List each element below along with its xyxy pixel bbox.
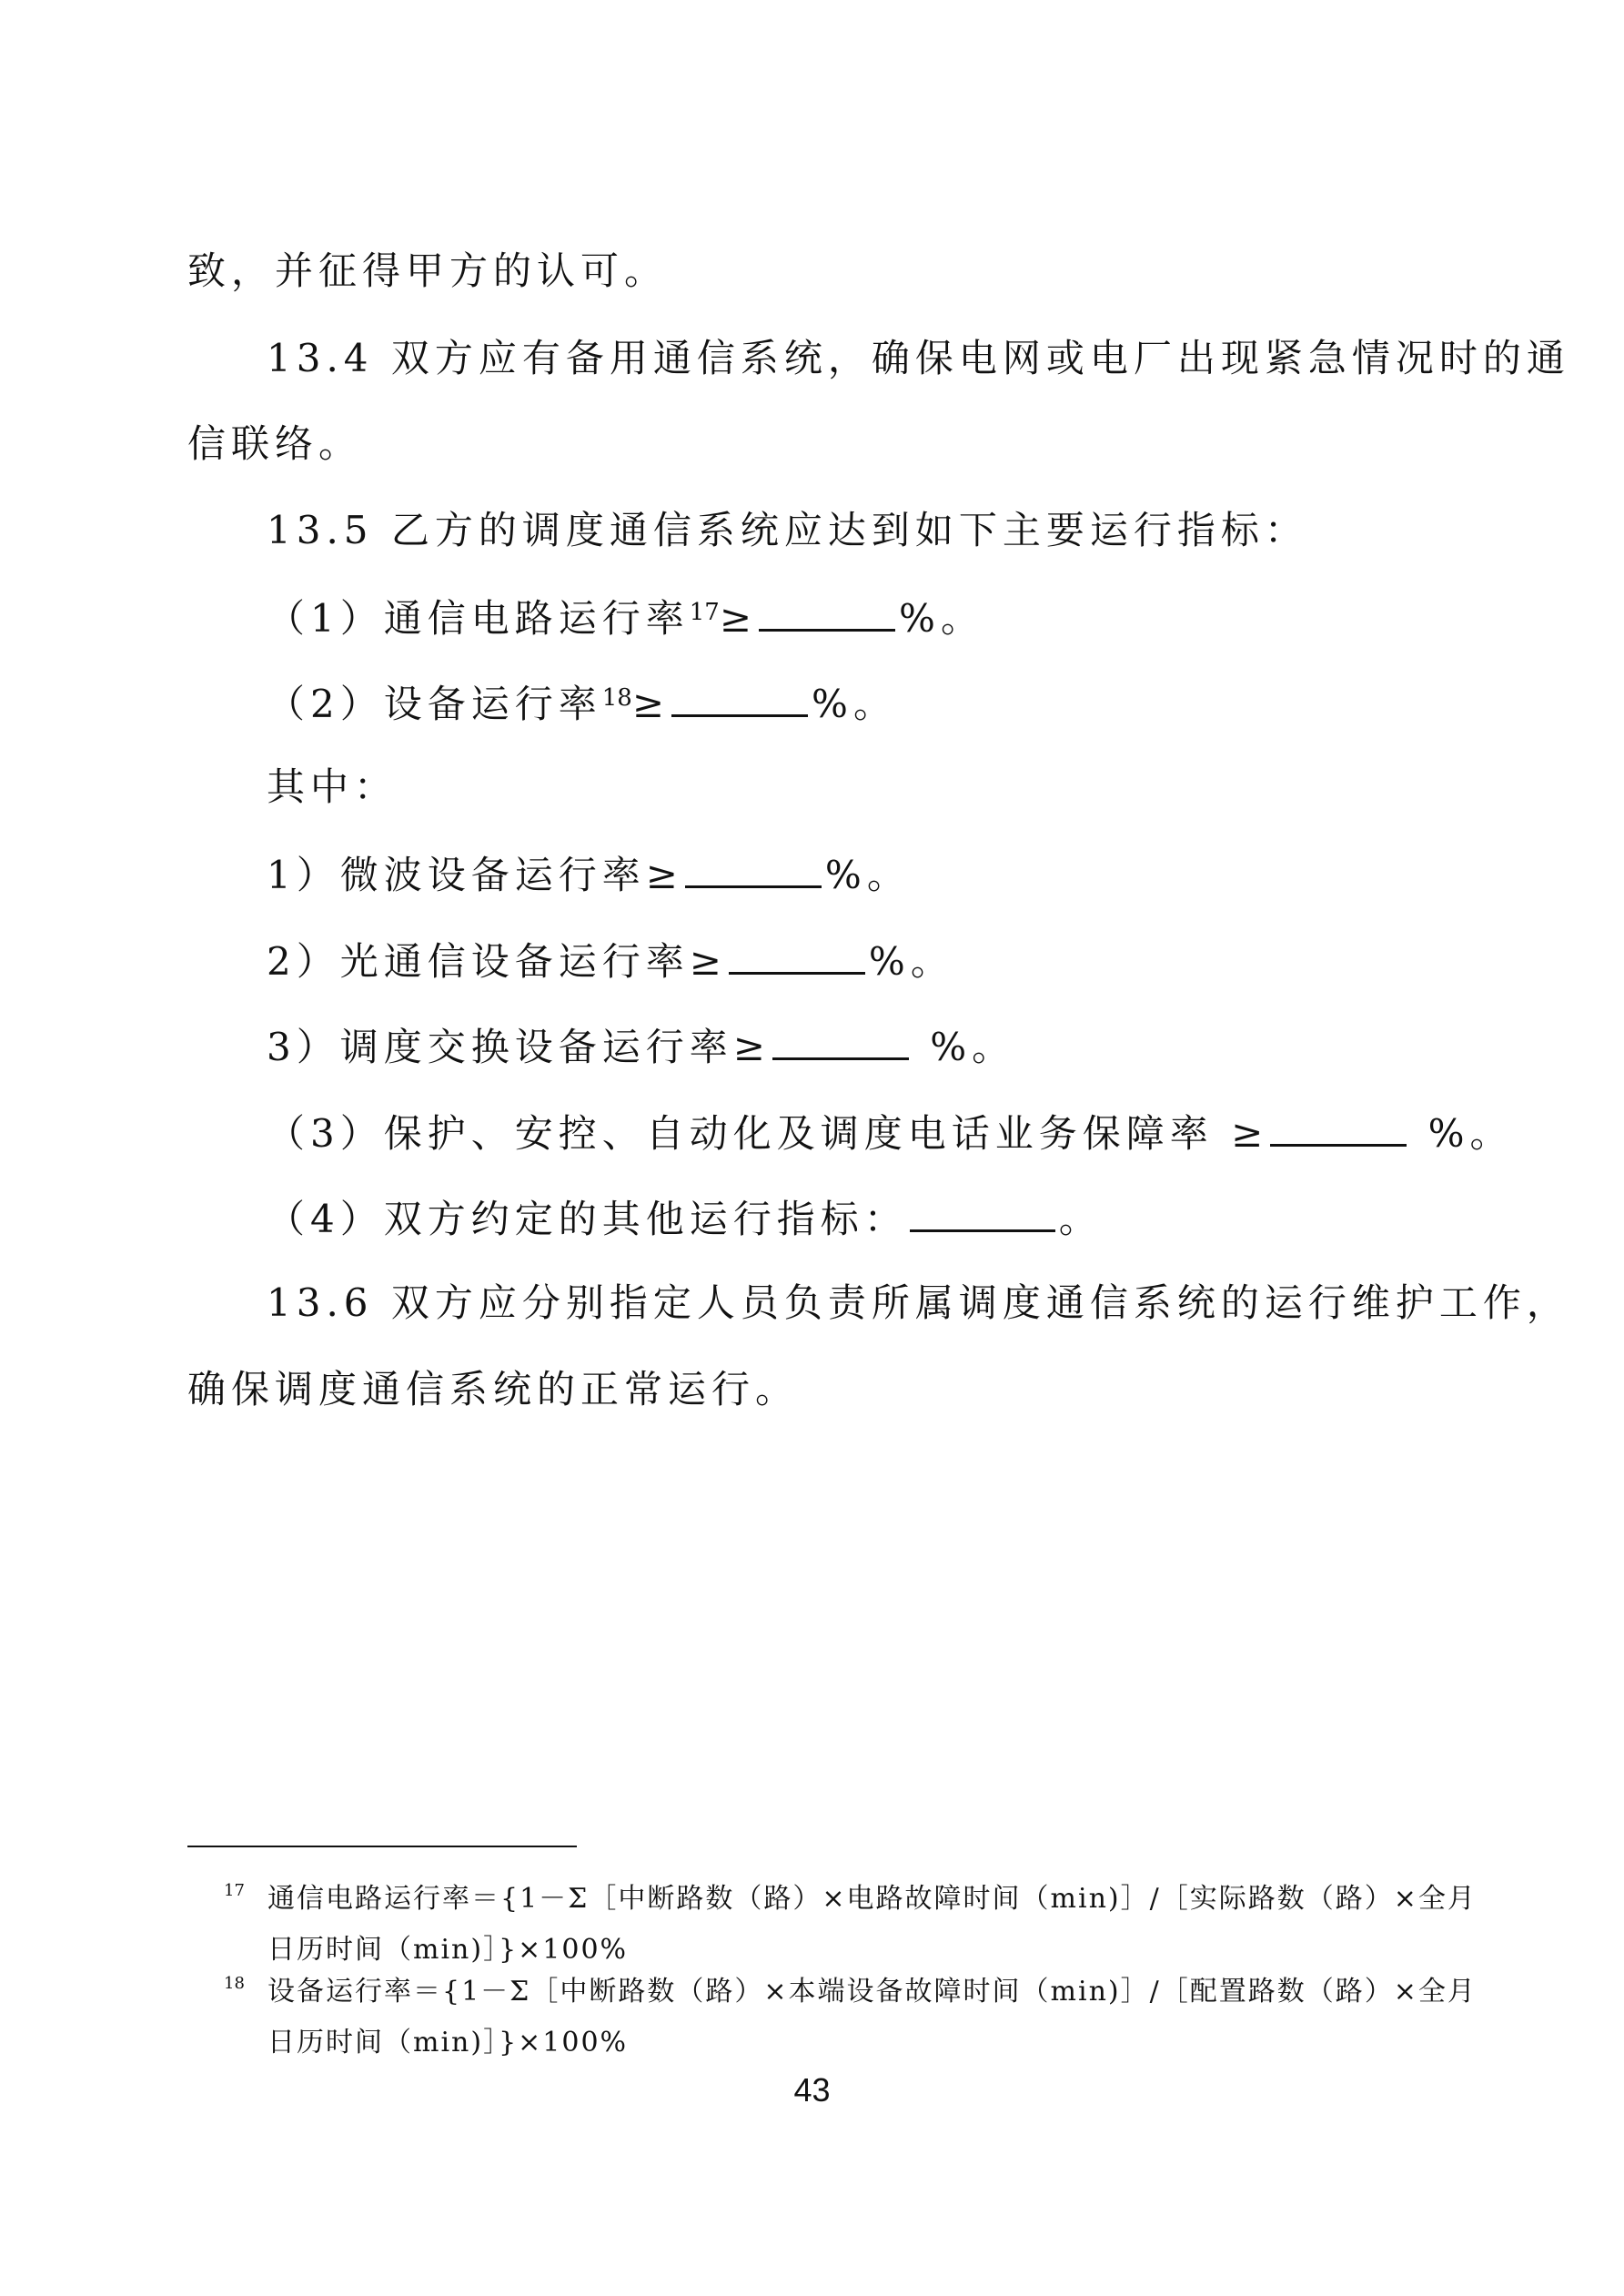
item-label: （4）双方约定的其他运行指标： bbox=[267, 1197, 908, 1241]
geq-sign: ≥ bbox=[631, 682, 671, 726]
geq-sign: ≥ bbox=[719, 596, 758, 641]
sub-heading-qizhong bbox=[267, 760, 398, 814]
footnote-text: 通信电路运行率＝{1－Σ［中断路数（路）×电路故障时间（min)］/［实际路数（路）×全月 bbox=[267, 1883, 1477, 1915]
page-number: 43 bbox=[793, 2071, 831, 2109]
fill-in-blank[interactable] bbox=[759, 589, 895, 632]
clause-text: 13.6 双方应分别指定人员负责所属调度通信系统的运行维护工作， bbox=[267, 1280, 1570, 1325]
fill-in-blank[interactable] bbox=[910, 1189, 1055, 1232]
sub-item-3 bbox=[267, 1017, 1015, 1075]
sub-item-1 bbox=[267, 845, 911, 903]
item-label: （1）通信电路运行率 bbox=[267, 596, 690, 641]
sub-item-suffix: %。 bbox=[824, 853, 911, 897]
clause-13-6-line-2 bbox=[187, 1362, 799, 1417]
footnote-text: 设备运行率＝{1－Σ［中断路数（路）×本端设备故障时间（min)］/［配置路数（路）×全月 bbox=[267, 1976, 1477, 2008]
fill-in-blank[interactable] bbox=[671, 674, 808, 717]
paragraph-continuation bbox=[187, 244, 668, 298]
fill-in-blank[interactable] bbox=[729, 932, 865, 975]
footnote-number: 17 bbox=[224, 1881, 245, 1900]
indicator-item-3 bbox=[267, 1104, 1514, 1161]
item-suffix: %。 bbox=[899, 596, 984, 641]
footnote-ref-18[interactable]: 18 bbox=[601, 684, 632, 712]
clause-13-6-line-1 bbox=[267, 1276, 1570, 1330]
clause-text: 确保调度通信系统的正常运行。 bbox=[187, 1367, 800, 1411]
footnote-text: 日历时间（min)］}×100% bbox=[267, 1934, 629, 1966]
paragraph-text: 致，并征得甲方的认可。 bbox=[187, 248, 669, 293]
item-label: （2）设备运行率 bbox=[267, 682, 602, 726]
sub-item-suffix: %。 bbox=[912, 1025, 1016, 1069]
item-label: （3）保护、安控、自动化及调度电话业务保障率 ≥ bbox=[267, 1111, 1269, 1156]
sub-item-label: 3）调度交换设备运行率≥ bbox=[267, 1025, 771, 1069]
indicator-item-1 bbox=[267, 589, 984, 646]
fill-in-blank[interactable] bbox=[1270, 1104, 1407, 1147]
item-suffix: %。 bbox=[1410, 1111, 1514, 1156]
footnote-separator bbox=[187, 1846, 577, 1847]
sub-item-label: 2）光通信设备运行率≥ bbox=[267, 939, 727, 984]
footnote-ref-17[interactable]: 17 bbox=[689, 599, 720, 626]
footnote-text: 日历时间（min)］}×100% bbox=[267, 2027, 629, 2058]
item-suffix: %。 bbox=[812, 682, 897, 726]
clause-text: 13.5 乙方的调度通信系统应达到如下主要运行指标： bbox=[267, 508, 1308, 552]
sub-item-label: 1）微波设备运行率≥ bbox=[267, 853, 683, 897]
fill-in-blank[interactable] bbox=[772, 1017, 909, 1060]
sub-heading-text: 其中： bbox=[267, 764, 398, 809]
indicator-item-4 bbox=[267, 1189, 1103, 1247]
clause-text: 信联络。 bbox=[187, 421, 363, 466]
item-suffix: 。 bbox=[1058, 1197, 1103, 1241]
clause-13-4-line-1 bbox=[267, 331, 1570, 386]
sub-item-suffix: %。 bbox=[868, 939, 954, 984]
fill-in-blank[interactable] bbox=[685, 845, 822, 888]
sub-item-2 bbox=[267, 932, 954, 989]
clause-text: 13.4 双方应有备用通信系统，确保电网或电厂出现紧急情况时的通 bbox=[267, 336, 1570, 380]
clause-13-4-line-2 bbox=[187, 417, 362, 471]
footnote-number: 18 bbox=[224, 1974, 245, 1993]
indicator-item-2 bbox=[267, 674, 897, 732]
clause-13-5 bbox=[267, 503, 1308, 558]
